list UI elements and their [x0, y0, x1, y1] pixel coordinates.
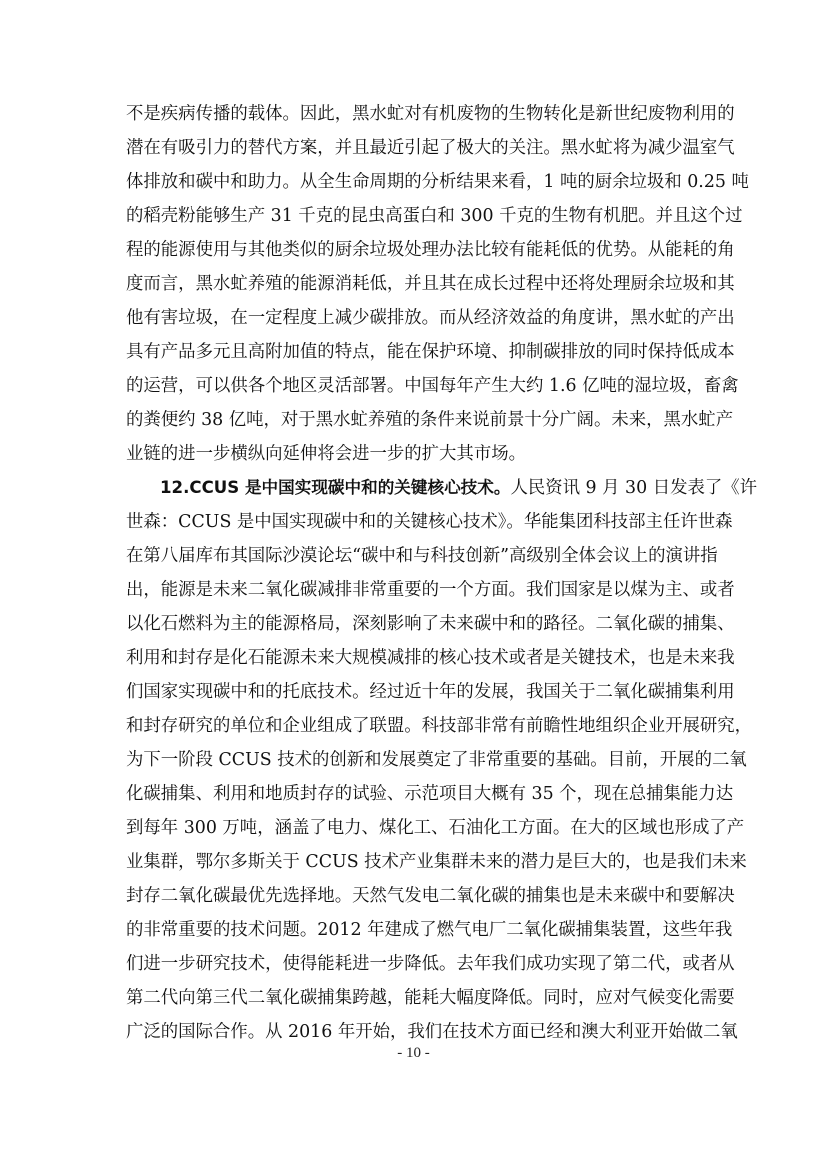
paragraph-line: 封存二氧化碳最优先选择地。天然气发电二氧化碳的捕集也是未来碳中和要解决: [126, 886, 735, 906]
paragraph-line: 为下一阶段 CCUS 技术的创新和发展奠定了非常重要的基础。目前，开展的二氧: [126, 750, 747, 770]
paragraph-line: 的粪便约 38 亿吨，对于黑水虻养殖的条件来说前景十分广阔。未来，黑水虻产: [126, 410, 734, 430]
paragraph-line: 潜在有吸引力的替代方案，并且最近引起了极大的关注。黑水虻将为减少温室气: [126, 138, 735, 158]
paragraph-line: 第二代向第三代二氧化碳捕集跨越，能耗大幅度降低。同时，应对气候变化需要: [126, 988, 735, 1008]
paragraph-line: 利用和封存是化石能源未来大规模减排的核心技术或者是关键技术，也是未来我: [126, 648, 735, 668]
paragraph-line: 广泛的国际合作。从 2016 年开始，我们在技术方面已经和澳大利亚开始做二氧: [126, 1022, 738, 1042]
paragraph-first-line: [160, 471, 758, 505]
paragraph-line: 们国家实现碳中和的托底技术。经过近十年的发展，我国关于二氧化碳捕集利用: [126, 682, 735, 702]
paragraph-line: 度而言，黑水虻养殖的能源消耗低，并且其在成长过程中还将处理厨余垃圾和其: [126, 274, 735, 294]
section-heading: 12.CCUS 是中国实现碳中和的关键核心技术。: [160, 478, 511, 497]
paragraph-line: 到每年 300 万吨，涵盖了电力、煤化工、石油化工方面。在大的区域也形成了产: [126, 818, 745, 838]
paragraph-line: 不是疾病传播的载体。因此，黑水虻对有机废物的生物转化是新世纪废物利用的: [126, 104, 735, 124]
paragraph-line: 化碳捕集、利用和地质封存的试验、示范项目大概有 35 个，现在总捕集能力达: [126, 784, 734, 804]
paragraph-line: 的稻壳粉能够生产 31 千克的昆虫高蛋白和 300 千克的生物有机肥。并且这个过: [126, 206, 743, 226]
paragraph-line: 以化石燃料为主的能源格局，深刻影响了未来碳中和的路径。二氧化碳的捕集、: [126, 614, 735, 634]
paragraph-text: 人民资讯 9 月 30 日发表了《许: [510, 478, 758, 498]
paragraph-line: 出，能源是未来二氧化碳减排非常重要的一个方面。我们国家是以煤为主、或者: [126, 580, 735, 600]
paragraph-line: 的非常重要的技术问题。2012 年建成了燃气电厂二氧化碳捕集装置，这些年我: [126, 920, 733, 940]
paragraph-line: 体排放和碳中和助力。从全生命周期的分析结果来看，1 吨的厨余垃圾和 0.25 吨: [126, 172, 749, 192]
paragraph-line: 的运营，可以供各个地区灵活部署。中国每年产生大约 1.6 亿吨的湿垃圾，畜禽: [126, 376, 739, 396]
paragraph-line: 业链的进一步横纵向延伸将会进一步的扩大其市场。: [126, 444, 526, 464]
paragraph-line: 程的能源使用与其他类似的厨余垃圾处理办法比较有能耗低的优势。从能耗的角: [126, 240, 735, 260]
page-number: - 10 -: [397, 1045, 430, 1061]
paragraph-line: 们进一步研究技术，使得能耗进一步降低。去年我们成功实现了第二代，或者从: [126, 954, 735, 974]
paragraph-line: 在第八届库布其国际沙漠论坛“碳中和与科技创新”高级别全体会议上的演讲指: [126, 546, 718, 566]
paragraph-line: 具有产品多元且高附加值的特点，能在保护环境、抑制碳排放的同时保持低成本: [126, 342, 735, 362]
paragraph-line: 他有害垃圾，在一定程度上减少碳排放。而从经济效益的角度讲，黑水虻的产出: [126, 308, 735, 328]
paragraph-line: 和封存研究的单位和企业组成了联盟。科技部非常有前瞻性地组织企业开展研究，: [126, 716, 753, 736]
paragraph-line: 业集群，鄂尔多斯关于 CCUS 技术产业集群未来的潜力是巨大的，也是我们未来: [126, 852, 747, 872]
paragraph-line: 世森：CCUS 是中国实现碳中和的关键核心技术》。华能集团科技部主任许世森: [126, 512, 733, 532]
